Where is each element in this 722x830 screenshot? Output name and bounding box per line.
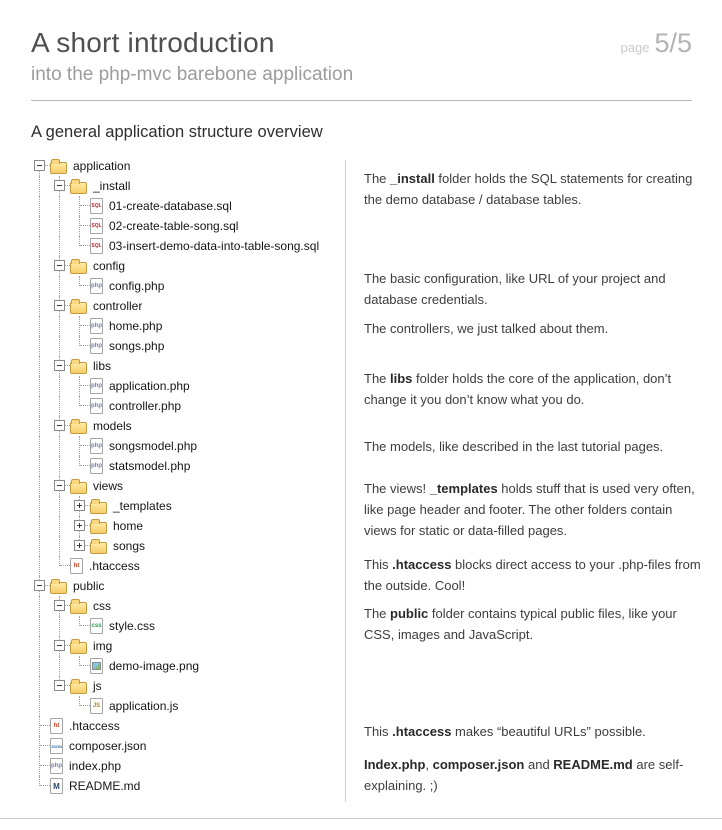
tree-guide	[70, 236, 90, 256]
collapse-icon	[34, 580, 45, 591]
sql-file-icon: SQL	[90, 198, 103, 214]
tree-guide	[50, 536, 70, 556]
note-segment: The controllers, we just talked about them.	[364, 321, 609, 336]
folder-icon	[90, 542, 107, 554]
tree-item-label: .htaccess	[69, 719, 120, 733]
php-file-icon: php	[90, 438, 103, 454]
header-divider	[31, 100, 692, 101]
folder-icon	[70, 422, 87, 434]
tree-item-label: songsmodel.php	[109, 439, 198, 453]
note-text	[364, 318, 704, 339]
tree-item	[30, 636, 345, 656]
note-segment: folder holds the SQL statements for creating the demo database / database tables.	[364, 171, 693, 207]
tree-item-label: statsmodel.php	[109, 459, 191, 473]
tree-item-label: application.js	[109, 699, 179, 713]
tree-item-label: 01-create-database.sql	[109, 199, 232, 213]
tree-guide	[50, 236, 70, 256]
tree-guide	[50, 216, 70, 236]
tree-item-label: img	[93, 639, 113, 653]
tree-guide	[70, 336, 90, 356]
tree-guide	[30, 476, 50, 496]
tree-item-label: songs.php	[109, 339, 165, 353]
collapse-icon	[54, 480, 65, 491]
folder-icon	[70, 362, 87, 374]
tree-item	[30, 376, 345, 396]
tree-item	[30, 216, 345, 236]
tree-guide	[30, 156, 50, 176]
tree-guide	[30, 436, 50, 456]
tree-guide	[70, 696, 90, 716]
tree-item-label: home	[113, 519, 144, 533]
note-segment: holds stuff that is used very often, like page header and footer. The other folders contain views for static or data-filled pages.	[364, 481, 695, 538]
tree-guide	[30, 616, 50, 636]
tree-item	[30, 476, 345, 496]
tree-guide	[30, 176, 50, 196]
tree-item-label: js	[93, 679, 102, 693]
page-title: A short introduction	[31, 27, 275, 58]
note-segment: This	[364, 557, 393, 572]
tree-guide	[70, 316, 90, 336]
tree-item	[30, 196, 345, 216]
tree-item-label: views	[93, 479, 124, 493]
tree-guide	[50, 636, 70, 656]
note-bold-term: _templates	[429, 481, 498, 496]
tree-item-label: demo-image.png	[109, 659, 200, 673]
folder-icon	[90, 502, 107, 514]
folder-icon	[70, 682, 87, 694]
tree-guide	[30, 336, 50, 356]
tree-guide	[30, 356, 50, 376]
image-thumbnail	[92, 662, 101, 670]
collapse-icon	[54, 260, 65, 271]
tree-item-label: 03-insert-demo-data-into-table-song.sql	[109, 239, 320, 253]
tree-item	[30, 536, 345, 556]
page-label: page	[620, 40, 650, 55]
folder-icon	[70, 262, 87, 274]
tree-guide	[70, 456, 90, 476]
note-text	[364, 554, 704, 596]
tree-guide	[70, 536, 90, 556]
tree-item	[30, 696, 345, 716]
tree-guide	[50, 696, 70, 716]
note-segment: blocks direct access to your .php-files from the outside. Cool!	[364, 557, 701, 593]
tree-item-label: models	[93, 419, 132, 433]
tree-guide	[50, 376, 70, 396]
tree-guide	[70, 276, 90, 296]
file-tree	[30, 156, 345, 796]
sql-file-icon: SQL	[90, 218, 103, 234]
tree-guide	[70, 396, 90, 416]
tree-guide	[50, 416, 70, 436]
tree-item-label: application	[73, 159, 131, 173]
page-indicator	[621, 28, 692, 59]
tree-item-label: _install	[93, 179, 131, 193]
note-bold-term: libs	[390, 371, 413, 386]
tree-guide	[30, 576, 50, 596]
folder-icon	[70, 182, 87, 194]
tree-guide	[30, 296, 50, 316]
tree-item-label: composer.json	[69, 739, 147, 753]
tree-item-label: songs	[113, 539, 146, 553]
tree-item-label: style.css	[109, 619, 156, 633]
htaccess-file-icon: ht	[70, 558, 83, 574]
folder-icon	[90, 522, 107, 534]
image-file-icon	[90, 658, 103, 674]
tree-item	[30, 736, 345, 756]
tree-guide	[50, 336, 70, 356]
column-divider	[345, 160, 346, 802]
note-text	[364, 368, 704, 410]
tree-item	[30, 256, 345, 276]
tree-item	[30, 336, 345, 356]
note-bold-term: README.md	[553, 757, 633, 772]
note-text	[364, 721, 704, 742]
tree-item	[30, 356, 345, 376]
collapse-icon	[54, 420, 65, 431]
tree-guide	[30, 216, 50, 236]
php-file-icon: php	[90, 458, 103, 474]
tree-guide	[50, 316, 70, 336]
tree-item	[30, 576, 345, 596]
tree-item	[30, 436, 345, 456]
tree-guide	[50, 596, 70, 616]
tree-item-label: home.php	[109, 319, 163, 333]
tree-guide	[50, 436, 70, 456]
json-file-icon: JSON	[50, 738, 63, 754]
tree-item-label: _templates	[113, 499, 172, 513]
tree-guide	[30, 716, 50, 736]
tree-guide	[70, 516, 90, 536]
folder-icon	[70, 482, 87, 494]
tree-guide	[70, 616, 90, 636]
tree-guide	[30, 736, 50, 756]
tree-guide	[50, 256, 70, 276]
php-file-icon: php	[90, 278, 103, 294]
collapse-icon	[34, 160, 45, 171]
collapse-icon	[54, 300, 65, 311]
tree-item-label: public	[73, 579, 105, 593]
tree-guide	[30, 196, 50, 216]
tree-guide	[30, 696, 50, 716]
expand-icon	[74, 500, 85, 511]
note-text	[364, 478, 704, 541]
sql-file-icon: SQL	[90, 238, 103, 254]
tree-guide	[30, 276, 50, 296]
tree-guide	[50, 556, 70, 576]
page-subtitle: into the php-mvc barebone application	[31, 64, 354, 85]
note-segment: The	[364, 371, 391, 386]
tree-guide	[50, 616, 70, 636]
note-segment: The views!	[364, 481, 430, 496]
tree-guide	[50, 516, 70, 536]
tree-item-label: README.md	[69, 779, 141, 793]
expand-icon	[74, 520, 85, 531]
tree-guide	[50, 356, 70, 376]
tree-item	[30, 776, 345, 796]
note-segment: The models, like described in the last tutorial pages.	[364, 439, 664, 454]
tree-guide	[30, 556, 50, 576]
note-segment: are self-explaining. ;)	[364, 757, 684, 793]
note-segment: The	[364, 171, 391, 186]
tree-guide	[30, 316, 50, 336]
tree-guide	[50, 676, 70, 696]
tree-guide	[30, 596, 50, 616]
tree-guide	[50, 196, 70, 216]
tree-item-label: controller.php	[109, 399, 182, 413]
tree-item-label: css	[93, 599, 111, 613]
note-segment: and	[524, 757, 554, 772]
php-file-icon: php	[90, 318, 103, 334]
tree-item-label: 02-create-table-song.sql	[109, 219, 239, 233]
note-text	[364, 436, 704, 457]
notes-column	[364, 156, 704, 816]
tree-item	[30, 596, 345, 616]
tree-item-label: controller	[93, 299, 143, 313]
tree-guide	[30, 496, 50, 516]
tree-item	[30, 316, 345, 336]
collapse-icon	[54, 640, 65, 651]
tree-item	[30, 496, 345, 516]
tree-guide	[50, 396, 70, 416]
tree-item-label: libs	[93, 359, 112, 373]
tree-guide	[50, 656, 70, 676]
tree-item	[30, 276, 345, 296]
tree-item	[30, 156, 345, 176]
tree-guide	[30, 516, 50, 536]
tree-guide	[50, 456, 70, 476]
tree-item-label: config	[93, 259, 126, 273]
tree-guide	[70, 656, 90, 676]
note-segment: makes “beautiful URLs” possible.	[451, 724, 646, 739]
title-row	[31, 27, 692, 59]
tree-guide	[50, 496, 70, 516]
tree-item-label: config.php	[109, 279, 165, 293]
tree-guide	[30, 416, 50, 436]
tree-guide	[30, 656, 50, 676]
css-file-icon: css	[90, 618, 103, 634]
bottom-divider	[0, 818, 722, 819]
note-bold-term: _install	[390, 171, 435, 186]
expand-icon	[74, 540, 85, 551]
tree-guide	[30, 776, 50, 796]
collapse-icon	[54, 180, 65, 191]
collapse-icon	[54, 360, 65, 371]
tree-item	[30, 616, 345, 636]
collapse-icon	[54, 680, 65, 691]
note-text	[364, 168, 704, 210]
php-file-icon: php	[90, 378, 103, 394]
tree-item	[30, 416, 345, 436]
collapse-icon	[54, 600, 65, 611]
folder-icon	[70, 642, 87, 654]
folder-icon	[70, 302, 87, 314]
folder-icon	[70, 602, 87, 614]
tree-item-label: application.php	[109, 379, 190, 393]
tree-guide	[30, 376, 50, 396]
tree-guide	[50, 276, 70, 296]
tree-guide	[30, 256, 50, 276]
tree-guide	[30, 236, 50, 256]
tree-guide	[70, 436, 90, 456]
tree-guide	[70, 196, 90, 216]
note-text	[364, 603, 704, 645]
tree-item	[30, 656, 345, 676]
tree-guide	[30, 456, 50, 476]
tree-guide	[50, 296, 70, 316]
folder-icon	[50, 162, 67, 174]
tree-guide	[50, 176, 70, 196]
note-bold-term: .htaccess	[392, 557, 452, 572]
tree-item	[30, 176, 345, 196]
tree-guide	[70, 376, 90, 396]
tree-item-label: .htaccess	[89, 559, 140, 573]
php-file-icon: php	[50, 758, 63, 774]
note-segment: This	[364, 724, 393, 739]
note-bold-term: .htaccess	[392, 724, 452, 739]
js-file-icon: JS	[90, 698, 103, 714]
tree-item	[30, 556, 345, 576]
tree-guide	[50, 476, 70, 496]
tree-guide	[30, 636, 50, 656]
tree-item-label: index.php	[69, 759, 122, 773]
tree-guide	[30, 536, 50, 556]
tree-item	[30, 716, 345, 736]
tree-guide	[30, 676, 50, 696]
tree-guide	[30, 756, 50, 776]
php-file-icon: php	[90, 398, 103, 414]
folder-icon	[50, 582, 67, 594]
note-segment: The basic configuration, like URL of your project and database credentials.	[364, 271, 666, 307]
markdown-file-icon: M	[50, 778, 63, 794]
tree-guide	[70, 216, 90, 236]
note-bold-term: public	[390, 606, 429, 621]
tree-item	[30, 756, 345, 776]
note-segment: ,	[425, 757, 433, 772]
tree-item	[30, 236, 345, 256]
section-heading: A general application structure overview	[31, 123, 323, 141]
tree-item	[30, 456, 345, 476]
tree-item	[30, 676, 345, 696]
tree-item	[30, 296, 345, 316]
note-bold-term: composer.json	[432, 757, 525, 772]
header	[31, 27, 692, 86]
note-bold-term: Index.php	[364, 757, 426, 772]
note-segment: folder contains typical public files, like your CSS, images and JavaScript.	[364, 606, 677, 642]
tree-item	[30, 396, 345, 416]
note-segment: The	[364, 606, 391, 621]
tree-guide	[70, 496, 90, 516]
page-number: 5/5	[654, 28, 692, 58]
note-text	[364, 268, 704, 310]
tree-item	[30, 516, 345, 536]
htaccess-file-icon: ht	[50, 718, 63, 734]
note-segment: folder holds the core of the application, don’t change it you don’t know what you do.	[364, 371, 672, 407]
tree-guide	[30, 396, 50, 416]
php-file-icon: php	[90, 338, 103, 354]
note-text	[364, 754, 704, 796]
